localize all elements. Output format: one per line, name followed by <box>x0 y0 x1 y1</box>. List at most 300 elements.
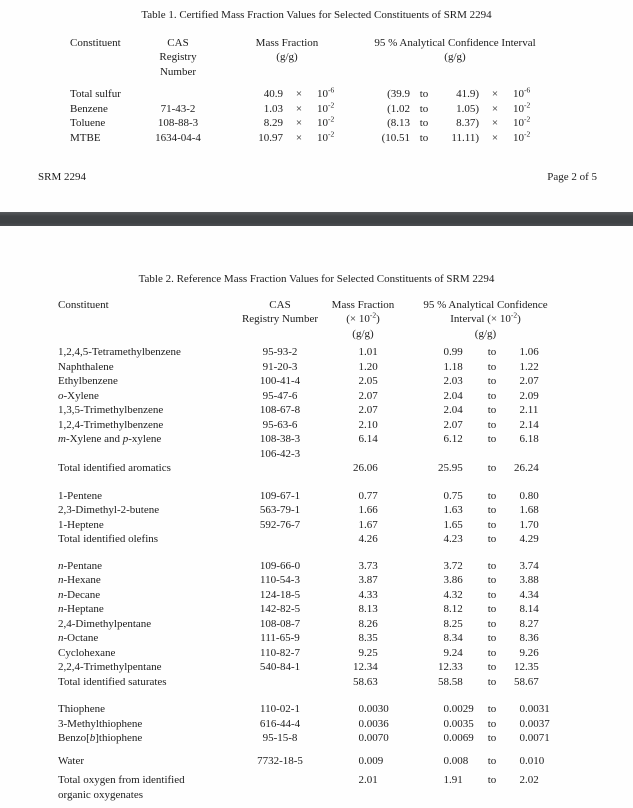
ci-low-int: 3 <box>443 574 449 586</box>
cas-cell: 616-44-4 <box>259 717 301 730</box>
to-label: to <box>487 346 497 358</box>
cas-cell: 95-63-6 <box>262 418 298 431</box>
ci-low-frac: .24 <box>449 646 463 659</box>
mass-fraction-frac: .0036 <box>364 717 389 730</box>
to-label: to <box>487 559 497 572</box>
mass-fraction-frac: .34 <box>364 661 378 673</box>
times-sign: × <box>295 131 303 144</box>
ci-high-frac: .68 <box>525 504 539 516</box>
cas-cell: 108-67-8 <box>259 404 301 416</box>
cas-cell: 106-42-3 <box>259 447 301 460</box>
ci-low-frac: .86 <box>449 574 463 586</box>
ci-low-frac: .65 <box>449 518 463 531</box>
cas-cell: 109-67-1 <box>259 489 301 502</box>
mass-fraction-int: 0 <box>358 754 364 767</box>
ci-low-int: 0 <box>443 754 449 767</box>
constituent-cell: 1-Pentene <box>58 489 102 502</box>
constituent-cell: 1-Heptene <box>58 518 104 531</box>
table2-title: Table 2. Reference Mass Fraction Values for Selected Constituents of SRM 2294 <box>138 273 495 285</box>
ci-low-frac: .04 <box>449 389 463 402</box>
times-sign: × <box>491 102 499 115</box>
constituent-cell: Benzene <box>70 102 108 115</box>
to-label: to <box>419 117 429 129</box>
constituent-cell: Water <box>58 754 84 767</box>
ci-low-int: 8 <box>443 617 449 630</box>
cas-cell: 563-79-1 <box>259 504 301 516</box>
to-label: to <box>487 603 497 615</box>
ci-low-frac: .32 <box>449 588 463 601</box>
ci-low-int: 0 <box>443 732 449 744</box>
mass-fraction-value: 40.9 <box>263 88 283 100</box>
mass-fraction-int: 1 <box>358 360 364 373</box>
mass-fraction-frac: .25 <box>364 646 378 659</box>
ci-high-int: 1 <box>519 360 525 373</box>
table2-section <box>58 489 565 547</box>
ci-high-frac: .010 <box>525 754 545 767</box>
constituent-cell: Total identified olefins <box>58 533 159 545</box>
ci-high-int: 12 <box>514 661 525 673</box>
cas-cell: 95-93-2 <box>262 346 298 358</box>
cas-cell: 142-82-5 <box>259 603 301 615</box>
table2-header-constituent: Constituent <box>58 298 109 311</box>
ci-high-value: 1.05) <box>456 102 479 115</box>
mass-fraction-frac: .26 <box>364 617 378 630</box>
page-separator <box>0 212 633 226</box>
table-row <box>58 754 565 769</box>
ci-high-int: 2 <box>519 418 525 431</box>
constituent-cell: m-Xylene and p-xylene <box>58 433 162 445</box>
ci-low-int: 3 <box>443 559 449 572</box>
mass-fraction-frac: .05 <box>364 375 378 387</box>
document-page-2 <box>0 226 633 808</box>
ci-low-int: 9 <box>443 646 449 659</box>
constituent-cell: Toluene <box>70 117 106 129</box>
ci-high-frac: .36 <box>525 632 539 644</box>
to-label: to <box>487 533 497 545</box>
ci-high-frac: .09 <box>525 389 539 402</box>
ci-high-int: 4 <box>519 588 525 601</box>
ci-low-frac: .58 <box>449 675 463 688</box>
mass-fraction-int: 9 <box>358 646 364 659</box>
ci-low-int: 2 <box>443 404 449 416</box>
to-label: to <box>487 418 497 431</box>
ci-low-int: 1 <box>443 360 449 373</box>
ci-high-frac: .27 <box>525 617 539 630</box>
ci-exponent: $10^{-2}$ <box>513 114 531 129</box>
ci-high-int: 0 <box>519 489 525 502</box>
table-row <box>58 702 565 717</box>
ci-low-frac: .25 <box>449 617 463 630</box>
mass-fraction-frac: .77 <box>364 489 378 502</box>
table-row <box>58 773 565 802</box>
ci-high-frac: .80 <box>525 489 539 502</box>
mass-fraction-frac: .01 <box>364 774 378 786</box>
table-row <box>58 646 565 661</box>
constituent-cell: n-Octane <box>58 632 99 644</box>
ci-low-int: 58 <box>438 675 449 688</box>
ci-high-frac: .14 <box>525 603 539 615</box>
mass-fraction-int: 58 <box>353 675 364 688</box>
table-row <box>58 432 565 447</box>
footer-srm-label: SRM 2294 <box>38 171 86 183</box>
to-label: to <box>487 588 497 601</box>
ci-low-frac: .03 <box>449 375 463 387</box>
constituent-cell: 2,3-Dimethyl-2-butene <box>58 504 160 516</box>
cas-cell: 592-76-7 <box>259 518 301 531</box>
ci-low-int: 0 <box>443 717 449 730</box>
ci-low-frac: .12 <box>449 603 463 615</box>
ci-exponent: $10^{-2}$ <box>513 99 531 115</box>
ci-high-int: 26 <box>514 462 525 474</box>
table-row <box>58 461 565 476</box>
times-sign: × <box>295 88 303 100</box>
constituent-cell: n-Pentane <box>58 559 102 572</box>
ci-high-int: 2 <box>519 389 525 402</box>
ci-exponent: $10^{-2}$ <box>513 128 531 144</box>
to-label: to <box>487 489 497 502</box>
ci-low-int: 0 <box>443 489 449 502</box>
to-label: to <box>487 462 497 474</box>
ci-low-int: 8 <box>443 603 449 615</box>
table-row <box>70 99 550 117</box>
mass-fraction-int: 2 <box>358 404 364 416</box>
ci-low-int: 2 <box>443 389 449 402</box>
constituent-cell: n-Hexane <box>58 574 101 586</box>
times-sign: × <box>295 102 303 115</box>
mass-fraction-frac: .66 <box>364 504 378 516</box>
ci-high-int: 6 <box>519 433 525 445</box>
table-row <box>58 447 565 462</box>
ci-high-frac: .06 <box>525 346 539 358</box>
table1-body <box>70 87 550 145</box>
mass-fraction-int: 2 <box>358 389 364 402</box>
mass-fraction-int: 2 <box>358 774 364 786</box>
ci-low-frac: .63 <box>449 504 463 516</box>
ci-high-value: 41.9) <box>456 88 479 100</box>
footer-page-number: Page 2 of 5 <box>547 171 597 183</box>
table-row <box>58 418 565 433</box>
table-row <box>58 573 565 588</box>
constituent-cell: n-Decane <box>58 588 101 601</box>
ci-high-int: 1 <box>519 504 525 516</box>
mass-fraction-int: 26 <box>353 462 364 474</box>
mass-fraction-frac: .14 <box>364 433 378 445</box>
mass-fraction-int: 8 <box>358 617 364 630</box>
ci-high-int: 1 <box>519 518 525 531</box>
table-row <box>58 588 565 603</box>
mass-fraction-int: 6 <box>358 433 364 445</box>
ci-high-int: 4 <box>519 533 525 545</box>
mass-fraction-int: 12 <box>353 661 364 673</box>
cas-cell: 108-38-3 <box>259 433 301 445</box>
mass-fraction-int: 3 <box>358 559 364 572</box>
constituent-cell: MTBE <box>70 131 101 144</box>
ci-high-int: 0 <box>519 732 525 744</box>
mass-fraction-int: 0 <box>358 703 364 715</box>
table1-title: Table 1. Certified Mass Fraction Values for Selected Constituents of SRM 2294 <box>141 9 492 21</box>
mass-fraction-int: 2 <box>358 375 364 387</box>
mass-fraction-int: 3 <box>358 574 364 586</box>
table-row <box>70 87 550 102</box>
to-label: to <box>487 661 497 673</box>
ci-low-frac: .23 <box>449 533 463 545</box>
ci-high-frac: .26 <box>525 646 539 659</box>
table2-section <box>58 559 565 690</box>
ci-high-int: 0 <box>519 754 525 767</box>
to-label: to <box>487 389 497 402</box>
table-row <box>58 345 565 360</box>
mass-fraction-frac: .87 <box>364 574 378 586</box>
table2-section <box>58 702 565 746</box>
ci-high-int: 0 <box>519 703 525 715</box>
ci-low-int: 2 <box>443 375 449 387</box>
table-row <box>70 116 550 131</box>
ci-low-frac: .0035 <box>449 717 474 730</box>
cas-cell: 124-18-5 <box>259 588 301 601</box>
ci-high-frac: .67 <box>525 675 539 688</box>
ci-low-frac: .0069 <box>449 732 474 744</box>
ci-high-frac: .02 <box>525 774 539 786</box>
ci-low-int: 25 <box>438 462 449 474</box>
cas-cell: 540-84-1 <box>259 661 301 673</box>
mass-fraction-exponent: $10^{-2}$ <box>317 114 335 129</box>
cas-cell: 108-08-7 <box>259 617 301 630</box>
to-label: to <box>487 632 497 644</box>
constituent-cell: Benzo[b]thiophene <box>58 732 143 744</box>
constituent-cell: 2,2,4-Trimethylpentane <box>58 661 162 673</box>
mass-fraction-exponent: $10^{-2}$ <box>317 128 335 144</box>
times-sign: × <box>491 117 499 129</box>
ci-high-frac: .22 <box>525 360 539 373</box>
ci-low-int: 6 <box>443 433 449 445</box>
to-label: to <box>487 732 497 744</box>
table-row <box>58 374 565 389</box>
times-sign: × <box>491 88 499 100</box>
mass-fraction-frac: .0070 <box>364 732 389 744</box>
ci-low-int: 4 <box>443 588 449 601</box>
ci-high-int: 58 <box>514 675 525 688</box>
ci-low-int: 8 <box>443 632 449 644</box>
table-row <box>58 602 565 617</box>
ci-exponent: $10^{-6}$ <box>513 85 531 100</box>
ci-low-value: (1.02 <box>387 102 410 115</box>
cas-cell: 110-02-1 <box>260 703 300 715</box>
ci-low-frac: .99 <box>449 346 463 358</box>
ci-low-value: (8.13 <box>387 117 410 129</box>
constituent-cell: 2,4-Dimethylpentane <box>58 617 152 630</box>
ci-low-frac: .18 <box>449 360 463 373</box>
ci-low-frac: .72 <box>449 559 463 572</box>
ci-high-frac: .88 <box>525 574 539 586</box>
to-label: to <box>487 774 497 786</box>
table2-body <box>58 345 565 802</box>
mass-fraction-frac: .0030 <box>364 703 389 715</box>
ci-high-int: 8 <box>519 603 525 615</box>
ci-low-int: 4 <box>443 533 449 545</box>
ci-high-value: 11.11) <box>451 131 479 144</box>
ci-high-int: 9 <box>519 646 525 659</box>
ci-low-value: (39.9 <box>387 88 410 100</box>
table-row <box>58 532 565 547</box>
to-label: to <box>487 646 497 659</box>
ci-high-frac: .29 <box>525 533 539 545</box>
ci-high-value: 8.37) <box>456 117 479 129</box>
ci-high-int: 8 <box>519 617 525 630</box>
cas-cell: 7732-18-5 <box>257 754 303 767</box>
mass-fraction-int: 0 <box>358 717 364 730</box>
to-label: to <box>487 404 497 416</box>
cas-cell: 110-82-7 <box>260 646 300 659</box>
to-label: to <box>487 717 497 730</box>
table2-header-cas: CAS Registry Number <box>241 298 319 325</box>
to-label: to <box>487 433 497 445</box>
table-row <box>58 503 565 518</box>
ci-low-int: 1 <box>443 774 449 786</box>
mass-fraction-int: 4 <box>358 588 364 601</box>
constituent-cell: Thiophene <box>58 703 106 715</box>
ci-high-int: 1 <box>519 346 525 358</box>
mass-fraction-value: 8.29 <box>263 117 283 129</box>
mass-fraction-frac: .07 <box>364 389 378 402</box>
table-row <box>58 731 565 746</box>
page-footer <box>38 170 597 185</box>
ci-high-int: 8 <box>519 632 525 644</box>
ci-low-int: 12 <box>438 661 449 673</box>
table-row <box>70 128 550 146</box>
mass-fraction-int: 1 <box>358 346 364 358</box>
ci-high-int: 0 <box>519 717 525 730</box>
ci-low-int: 1 <box>443 518 449 531</box>
table2-section <box>58 773 565 802</box>
table1-header-row <box>70 36 550 80</box>
ci-high-int: 2 <box>519 774 525 786</box>
ci-low-frac: .0029 <box>449 703 474 715</box>
table-row <box>58 489 565 504</box>
constituent-cell: n-Heptane <box>58 603 104 615</box>
times-sign: × <box>295 117 303 129</box>
to-label: to <box>487 703 497 715</box>
mass-fraction-frac: .13 <box>364 603 378 615</box>
mass-fraction-int: 1 <box>358 518 364 531</box>
to-label: to <box>419 102 429 115</box>
cas-cell: 111-65-9 <box>260 632 300 644</box>
ci-low-int: 0 <box>443 346 449 358</box>
mass-fraction-frac: .26 <box>364 533 378 545</box>
table-row <box>58 360 565 375</box>
ci-low-frac: .008 <box>449 754 469 767</box>
mass-fraction-int: 0 <box>358 489 364 502</box>
mass-fraction-exponent: $10^{-6}$ <box>317 85 335 100</box>
ci-low-value: (10.51 <box>381 131 410 144</box>
ci-high-frac: .07 <box>525 375 539 387</box>
mass-fraction-int: 0 <box>358 732 364 744</box>
table1-header-mass-fraction: Mass Fraction (g/g) <box>255 36 319 63</box>
cas-cell: 71-43-2 <box>160 102 196 115</box>
ci-low-frac: .04 <box>449 404 463 416</box>
mass-fraction-exponent: $10^{-2}$ <box>317 99 335 115</box>
table-row <box>58 660 565 675</box>
mass-fraction-frac: .33 <box>364 588 378 601</box>
ci-low-int: 1 <box>443 504 449 516</box>
table2-header-row <box>58 298 565 342</box>
ci-high-frac: .70 <box>525 518 539 531</box>
ci-high-frac: .35 <box>525 661 539 673</box>
mass-fraction-int: 1 <box>358 504 364 516</box>
ci-high-int: 3 <box>519 574 525 586</box>
table1-header-cas: CAS Registry Number <box>159 36 197 78</box>
ci-high-int: 2 <box>519 404 525 416</box>
ci-high-frac: .34 <box>525 588 539 601</box>
constituent-cell: 1,2,4-Trimethylbenzene <box>58 418 164 431</box>
mass-fraction-frac: .63 <box>364 675 378 688</box>
to-label: to <box>487 518 497 531</box>
to-label: to <box>419 131 429 144</box>
table2-section <box>58 345 565 476</box>
mass-fraction-int: 8 <box>358 632 364 644</box>
ci-low-int: 0 <box>443 703 449 715</box>
ci-low-frac: .75 <box>449 489 463 502</box>
ci-low-int: 2 <box>443 418 449 431</box>
constituent-cell: 1,3,5-Trimethylbenzene <box>58 404 164 416</box>
to-label: to <box>487 375 497 387</box>
constituent-cell: Total oxygen from identified organic oxygenates <box>58 774 185 801</box>
table-row <box>58 631 565 646</box>
ci-low-frac: .12 <box>449 433 463 445</box>
table2-section <box>58 754 565 769</box>
times-sign: × <box>491 131 499 144</box>
mass-fraction-frac: .73 <box>364 559 378 572</box>
constituent-cell: Total identified aromatics <box>58 462 171 474</box>
mass-fraction-frac: .01 <box>364 346 378 358</box>
mass-fraction-value: 1.03 <box>263 102 283 115</box>
table2-header-mass-fraction: Mass Fraction (× $10^{-2}$) (g/g) <box>331 298 395 340</box>
ci-high-frac: .74 <box>525 559 539 572</box>
mass-fraction-frac: .06 <box>364 462 378 474</box>
ci-low-frac: .34 <box>449 632 463 644</box>
constituent-cell: Cyclohexane <box>58 646 116 659</box>
cas-cell: 100-41-4 <box>259 375 301 387</box>
cas-cell: 108-88-3 <box>157 117 199 129</box>
mass-fraction-frac: .20 <box>364 360 378 373</box>
constituent-cell: 3-Methylthiophene <box>58 717 143 730</box>
table-row <box>58 559 565 574</box>
table1-header-confidence-interval: 95 % Analytical Confidence Interval (g/g) <box>374 36 536 63</box>
mass-fraction-frac: .07 <box>364 404 378 416</box>
table1-header-constituent: Constituent <box>70 36 121 49</box>
ci-high-int: 3 <box>519 559 525 572</box>
mass-fraction-frac: .009 <box>364 754 384 767</box>
ci-high-frac: .24 <box>525 462 539 474</box>
cas-cell: 109-66-0 <box>259 559 301 572</box>
mass-fraction-int: 2 <box>358 418 364 431</box>
ci-high-frac: .0037 <box>525 717 550 730</box>
constituent-cell: Naphthalene <box>58 360 114 373</box>
table-row <box>58 518 565 533</box>
mass-fraction-value: 10.97 <box>258 131 283 144</box>
mass-fraction-frac: .35 <box>364 632 378 644</box>
ci-low-frac: .07 <box>449 418 463 431</box>
ci-low-frac: .95 <box>449 462 463 474</box>
to-label: to <box>419 88 429 100</box>
constituent-cell: Total identified saturates <box>58 675 167 688</box>
cas-cell: 91-20-3 <box>262 360 298 373</box>
to-label: to <box>487 504 497 516</box>
table-row <box>58 389 565 404</box>
constituent-cell: 1,2,4,5-Tetramethylbenzene <box>58 346 181 358</box>
constituent-cell: Total sulfur <box>70 88 121 100</box>
to-label: to <box>487 675 497 688</box>
ci-high-frac: .14 <box>525 418 539 431</box>
